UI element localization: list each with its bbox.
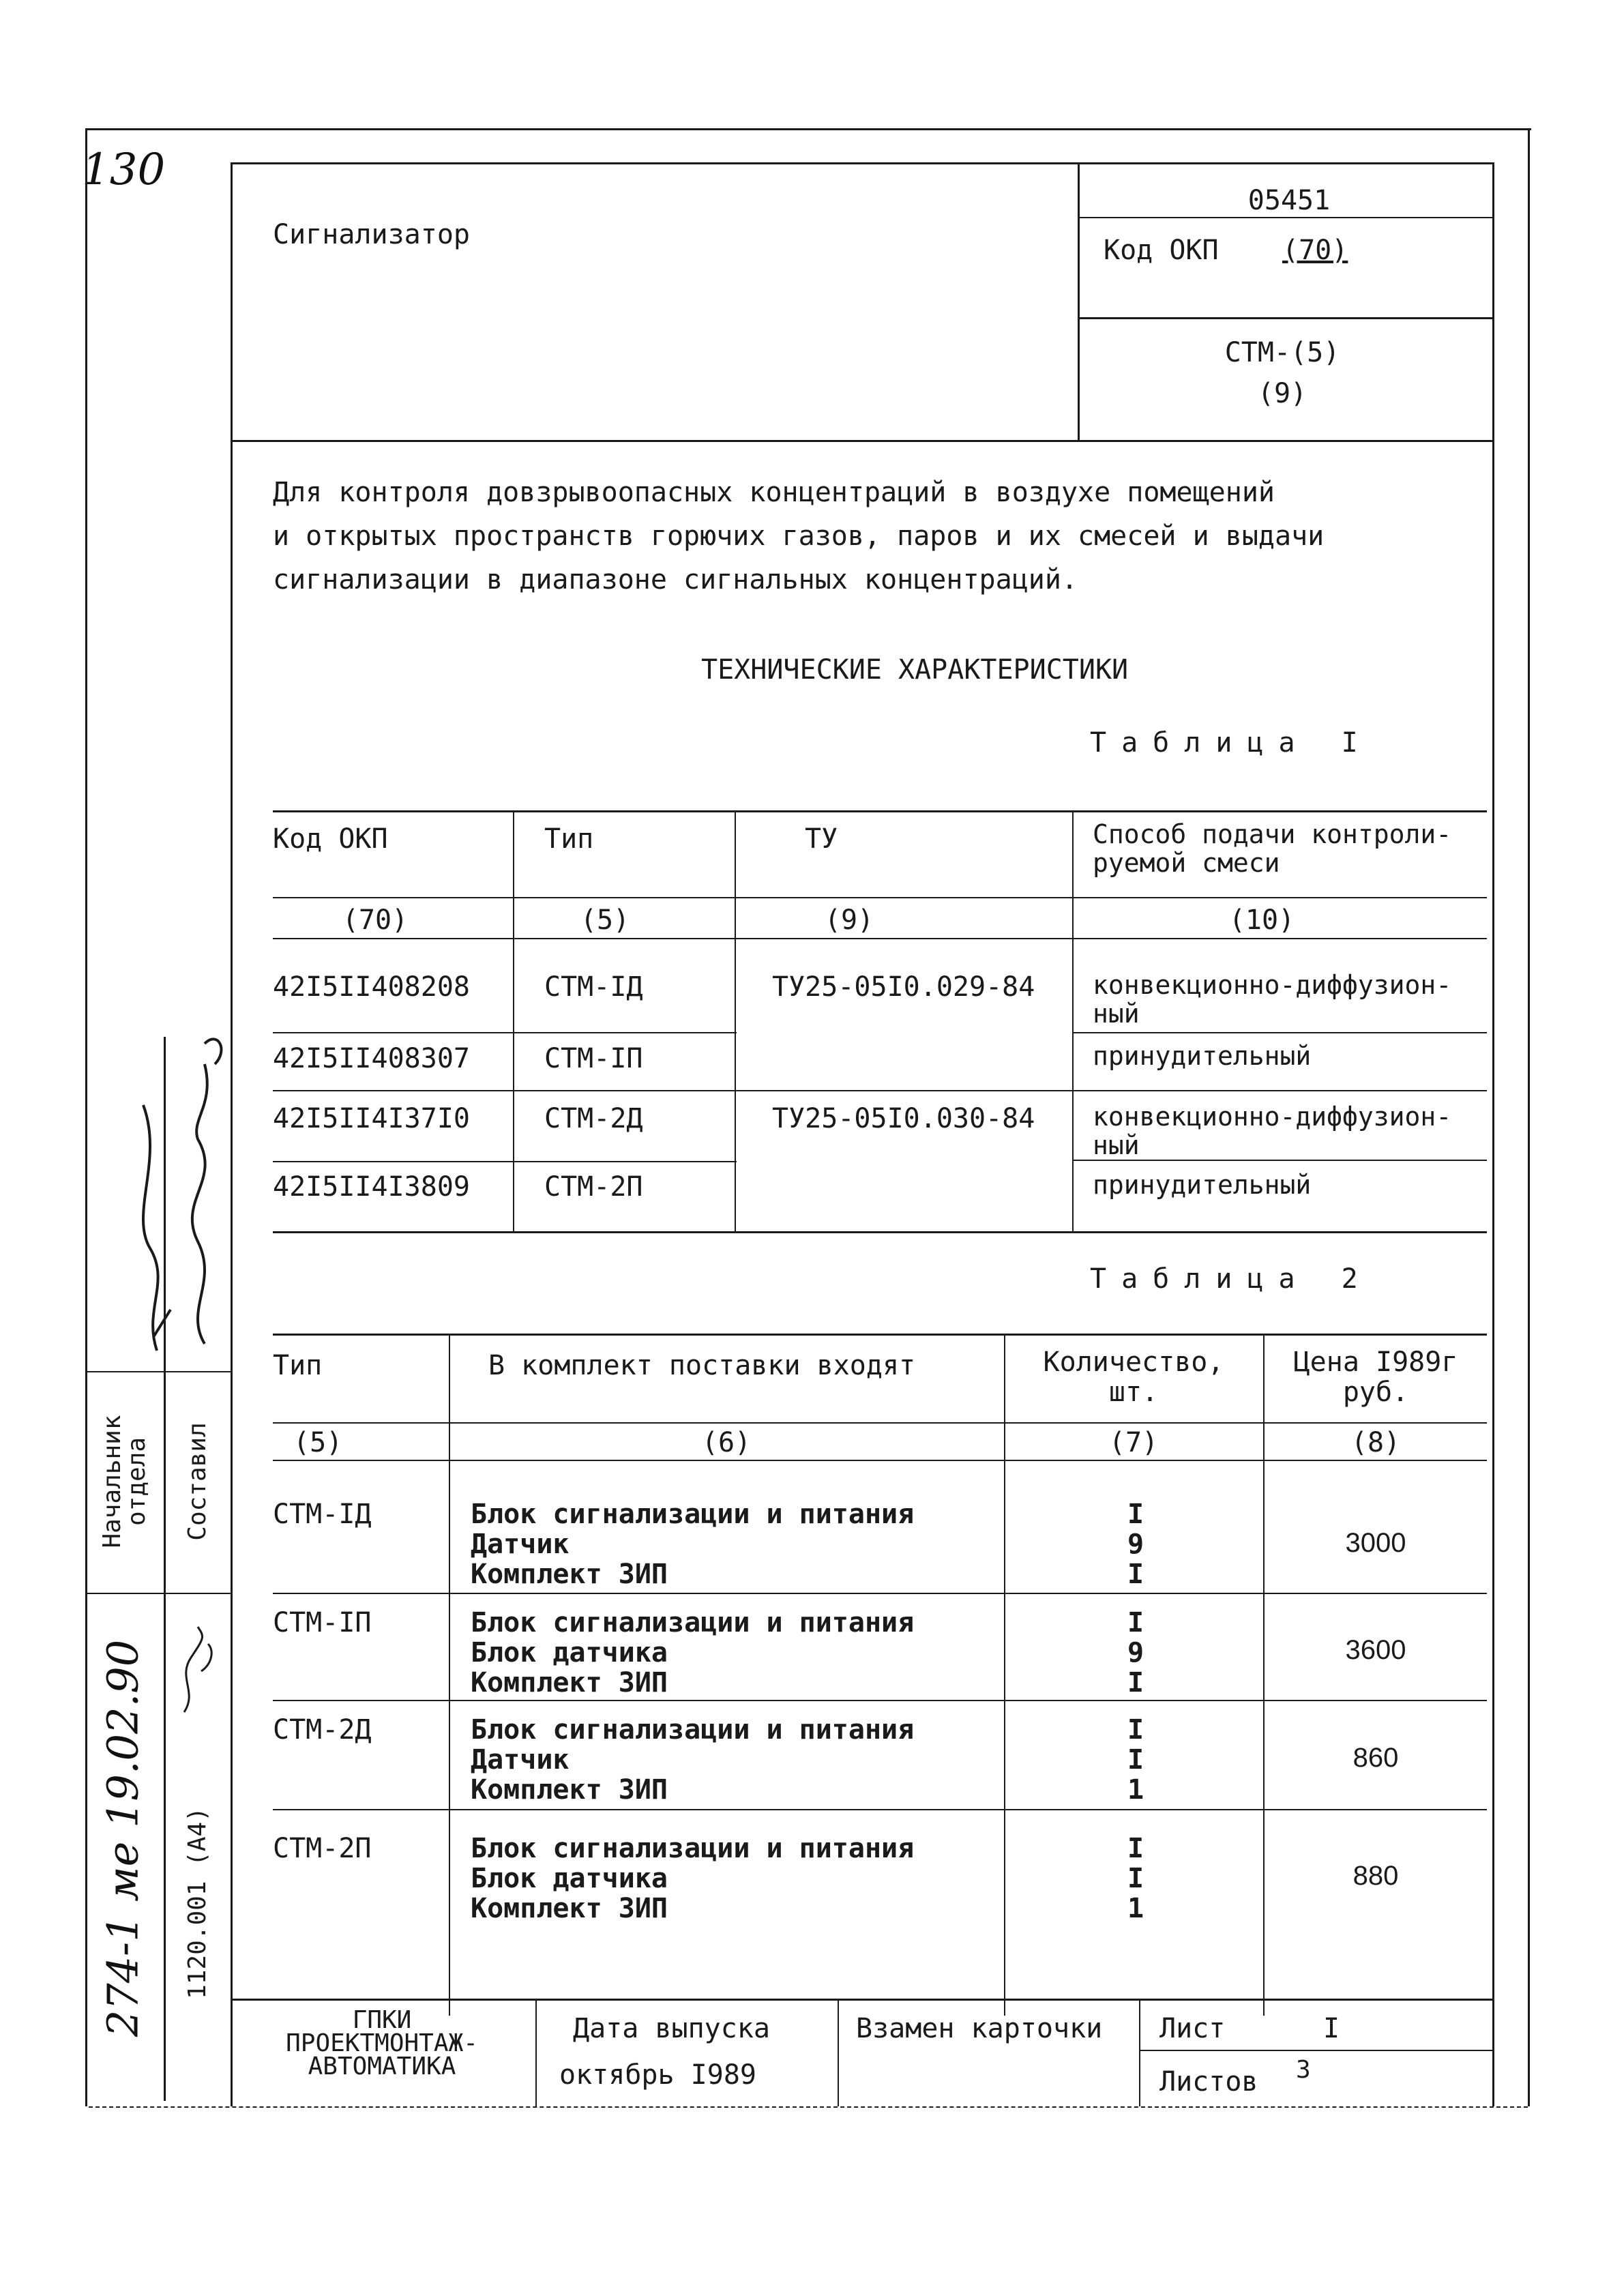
table1-header-okp: Код ОКП [273,823,388,855]
table1-tu-1: ТУ25-05I0.029-84 [772,971,1035,1003]
table2-caption: Таблица 2 [1090,1263,1373,1295]
table1-caption: Таблица I [1090,727,1373,759]
table1-code-okp: (70) [342,904,409,936]
inventory-note: 274-1 ме 19.02.90 [98,1639,148,2037]
table1-method-3: конвекционно-диффузион- ный [1093,1102,1452,1160]
table1-tu-2: ТУ25-05I0.030-84 [772,1103,1035,1134]
footer-sheet-label: Лист [1159,2013,1226,2044]
form-code: 1120.001 (А4) [183,1807,211,1999]
table2-row4-price: 880 [1353,1861,1399,1891]
table2-row2-price: 3600 [1345,1635,1406,1665]
table1-method-1: конвекционно-диффузион- ный [1093,970,1452,1029]
table2-row1-type: СТМ-IД [273,1499,372,1530]
footer-org: ГПКИ ПРОЕКТМОНТАЖ- АВТОМАТИКА [286,2006,478,2080]
table1-row1-okp: 42I5II408208 [273,971,470,1003]
table1-method-2: принудительный [1093,1041,1312,1071]
table2-header-items: В комплект поставки входят [488,1350,916,1381]
footer-sheet-value: I [1323,2013,1340,2044]
table1-header-tu: ТУ [805,823,838,855]
table1-header-method: Способ подачи контроли- руемой смеси [1093,819,1452,878]
footer-sheets-value: 3 [1296,2056,1311,2084]
page-number: 130 [82,145,166,195]
table2-row3-price: 860 [1353,1743,1399,1773]
table2-code-items: (6) [701,1427,752,1458]
footer-sheets-label: Листов [1159,2066,1258,2098]
model-ref: (9) [1257,378,1307,409]
table1-row4-type: СТМ-2П [544,1171,643,1203]
table2-row2-items: Блок сигнализации и питания Блок датчика Комплект ЗИП [471,1607,915,1698]
table2-row1-qty: I 9 I [1127,1499,1144,1590]
footer-replaces-label: Взамен карточки [856,2013,1103,2044]
product-name: Сигнализатор [273,219,470,250]
table1-row2-okp: 42I5II408307 [273,1043,470,1074]
table2-row3-type: СТМ-2Д [273,1714,372,1746]
author-label: Составил [183,1422,211,1541]
table2-row1-price: 3000 [1345,1528,1406,1558]
table1-code-tu: (9) [824,904,874,936]
table2-row2-qty: I 9 I [1127,1607,1144,1698]
table1-method-4: принудительный [1093,1170,1312,1200]
table1-header-type: Тип [544,823,594,855]
table2-code-type: (5) [293,1427,343,1458]
signatures [102,1023,239,1364]
okp-value: (70) [1282,235,1348,266]
footer-issue-value: октябрь I989 [559,2059,756,2091]
table1-row4-okp: 42I5II4I3809 [273,1171,470,1203]
table1-code-type: (5) [580,904,630,936]
table2-row3-qty: I I 1 [1127,1714,1144,1806]
table2-row2-type: СТМ-IП [273,1607,372,1638]
table2-row1-items: Блок сигнализации и питания Датчик Комплект ЗИП [471,1499,915,1590]
table1-code-method: (10) [1228,904,1295,936]
table2-row4-items: Блок сигнализации и питания Блок датчика Комплект ЗИП [471,1833,915,1924]
table2-header-price: Цена I989г руб. [1293,1346,1458,1408]
table1-row2-type: СТМ-IП [544,1043,643,1074]
head-of-department-label: Начальник отдела [98,1415,151,1548]
table2-code-price: (8) [1350,1427,1401,1458]
okp-label: Код ОКП [1104,235,1219,266]
table1-row3-type: СТМ-2Д [544,1103,643,1134]
model-name: СТМ-(5) [1224,337,1340,368]
table1-row3-okp: 42I5II4I37I0 [273,1103,470,1134]
table2-header-qty: Количество, шт. [1043,1346,1224,1408]
approval-signature [171,1623,225,1719]
footer-issue-label: Дата выпуска [573,2013,770,2044]
description: Для контроля довзрывоопасных концентраций в воздухе помещений и открытых пространств горючих газов, паров и их смесей и выдачи сигнализации в диапазоне сигнальных концентраций. [273,477,1325,595]
table2-code-qty: (7) [1108,1427,1159,1458]
table1-row1-type: СТМ-IД [544,971,643,1003]
table2-row4-qty: I I 1 [1127,1833,1144,1924]
table2-row3-items: Блок сигнализации и питания Датчик Комплект ЗИП [471,1714,915,1806]
table2-header-type: Тип [273,1350,323,1381]
product-code: 05451 [1247,185,1331,216]
section-title: ТЕХНИЧЕСКИЕ ХАРАКТЕРИСТИКИ [701,654,1129,686]
table2-row4-type: СТМ-2П [273,1833,372,1864]
